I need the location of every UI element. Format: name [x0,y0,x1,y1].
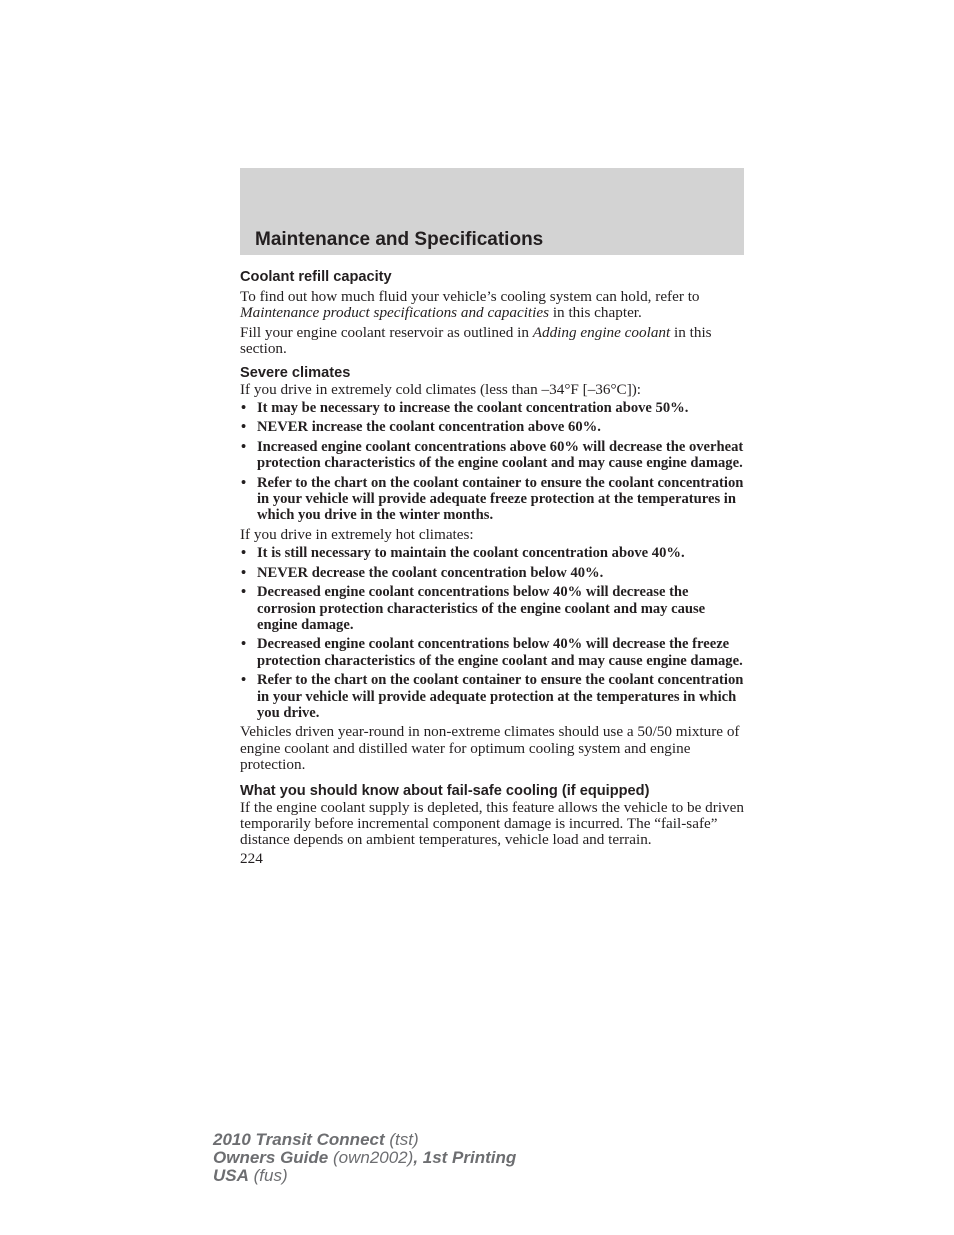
footer-text: (fus) [248,1166,288,1185]
footer-text: (own2002) [328,1148,414,1167]
footer-text: 2010 Transit Connect [213,1130,385,1149]
footer-text: USA [213,1166,249,1185]
list-item: • Decreased engine coolant concentrations below 40% will decrease the corrosion protection characteristics of the engine coolant and may cause engine damage. [240,584,744,633]
footer-line-1 [213,1131,516,1149]
footer-line-3 [213,1167,516,1185]
paragraph-hot-intro: If you drive in extremely hot climates: [240,525,474,543]
heading-coolant-refill: Coolant refill capacity [240,269,392,285]
footer-line-2 [213,1149,516,1167]
list-item: • Refer to the chart on the coolant container to ensure the coolant concentration in your vehicle will provide adequate freeze protection at the temperatures in which you drive in the winter months. [240,475,744,524]
paragraph-fill-reservoir [240,325,744,358]
section-header-band [240,168,744,255]
text-run: in this chapter. [549,304,642,322]
section-title: Maintenance and Specifications [255,229,544,250]
list-item: • NEVER increase the coolant concentration above 60%. [240,419,744,435]
cross-reference: Adding engine coolant [532,323,671,341]
heading-severe-climates: Severe climates [240,364,351,381]
print-footer [213,1131,516,1185]
list-item: • Decreased engine coolant concentrations below 40% will decrease the freeze protection characteristics of the engine coolant and may cause engine damage. [240,636,744,669]
paragraph-coolant-capacity [240,289,744,322]
cold-climate-list [240,400,744,524]
list-item: • Refer to the chart on the coolant container to ensure the coolant concentration in your vehicle will provide adequate protection at the temperatures in which you drive. [240,672,744,721]
paragraph-year-round: Vehicles driven year-round in non-extreme climates should use a 50/50 mixture of engine coolant and distilled water for optimum cooling system and engine protection. [240,723,740,774]
list-item: • It may be necessary to increase the coolant concentration above 50%. [240,400,744,416]
cross-reference: Maintenance product specifications and capacities [240,304,550,322]
list-item: • NEVER decrease the coolant concentration below 40%. [240,565,744,581]
footer-text: (tst) [384,1130,419,1149]
paragraph-cold-intro: If you drive in extremely cold climates (less than –34°F [–36°C]): [240,380,642,398]
heading-fail-safe: What you should know about fail-safe cooling (if equipped) [240,782,650,799]
list-item: • Increased engine coolant concentrations above 60% will decrease the overheat protection characteristics of the engine coolant and may cause engine damage. [240,439,744,472]
footer-text: , 1st Printing [413,1148,517,1167]
paragraph-fail-safe: If the engine coolant supply is depleted, this feature allows the vehicle to be driven temporarily before incremental component damage is incurred. The “fail-safe” distance depends on ambient temperatures, vehicle load and terrain. [240,798,744,849]
page-content [240,268,744,867]
footer-text: Owners Guide [213,1148,329,1167]
page-number: 224 [240,849,263,867]
text-run: Fill your engine coolant reservoir as outlined in [240,323,533,341]
text-run: in this section. [240,323,712,358]
text-run: To find out how much fluid your vehicle’s cooling system can hold, refer to [240,288,700,305]
hot-climate-list [240,545,744,721]
list-item: • It is still necessary to maintain the coolant concentration above 40%. [240,545,744,561]
